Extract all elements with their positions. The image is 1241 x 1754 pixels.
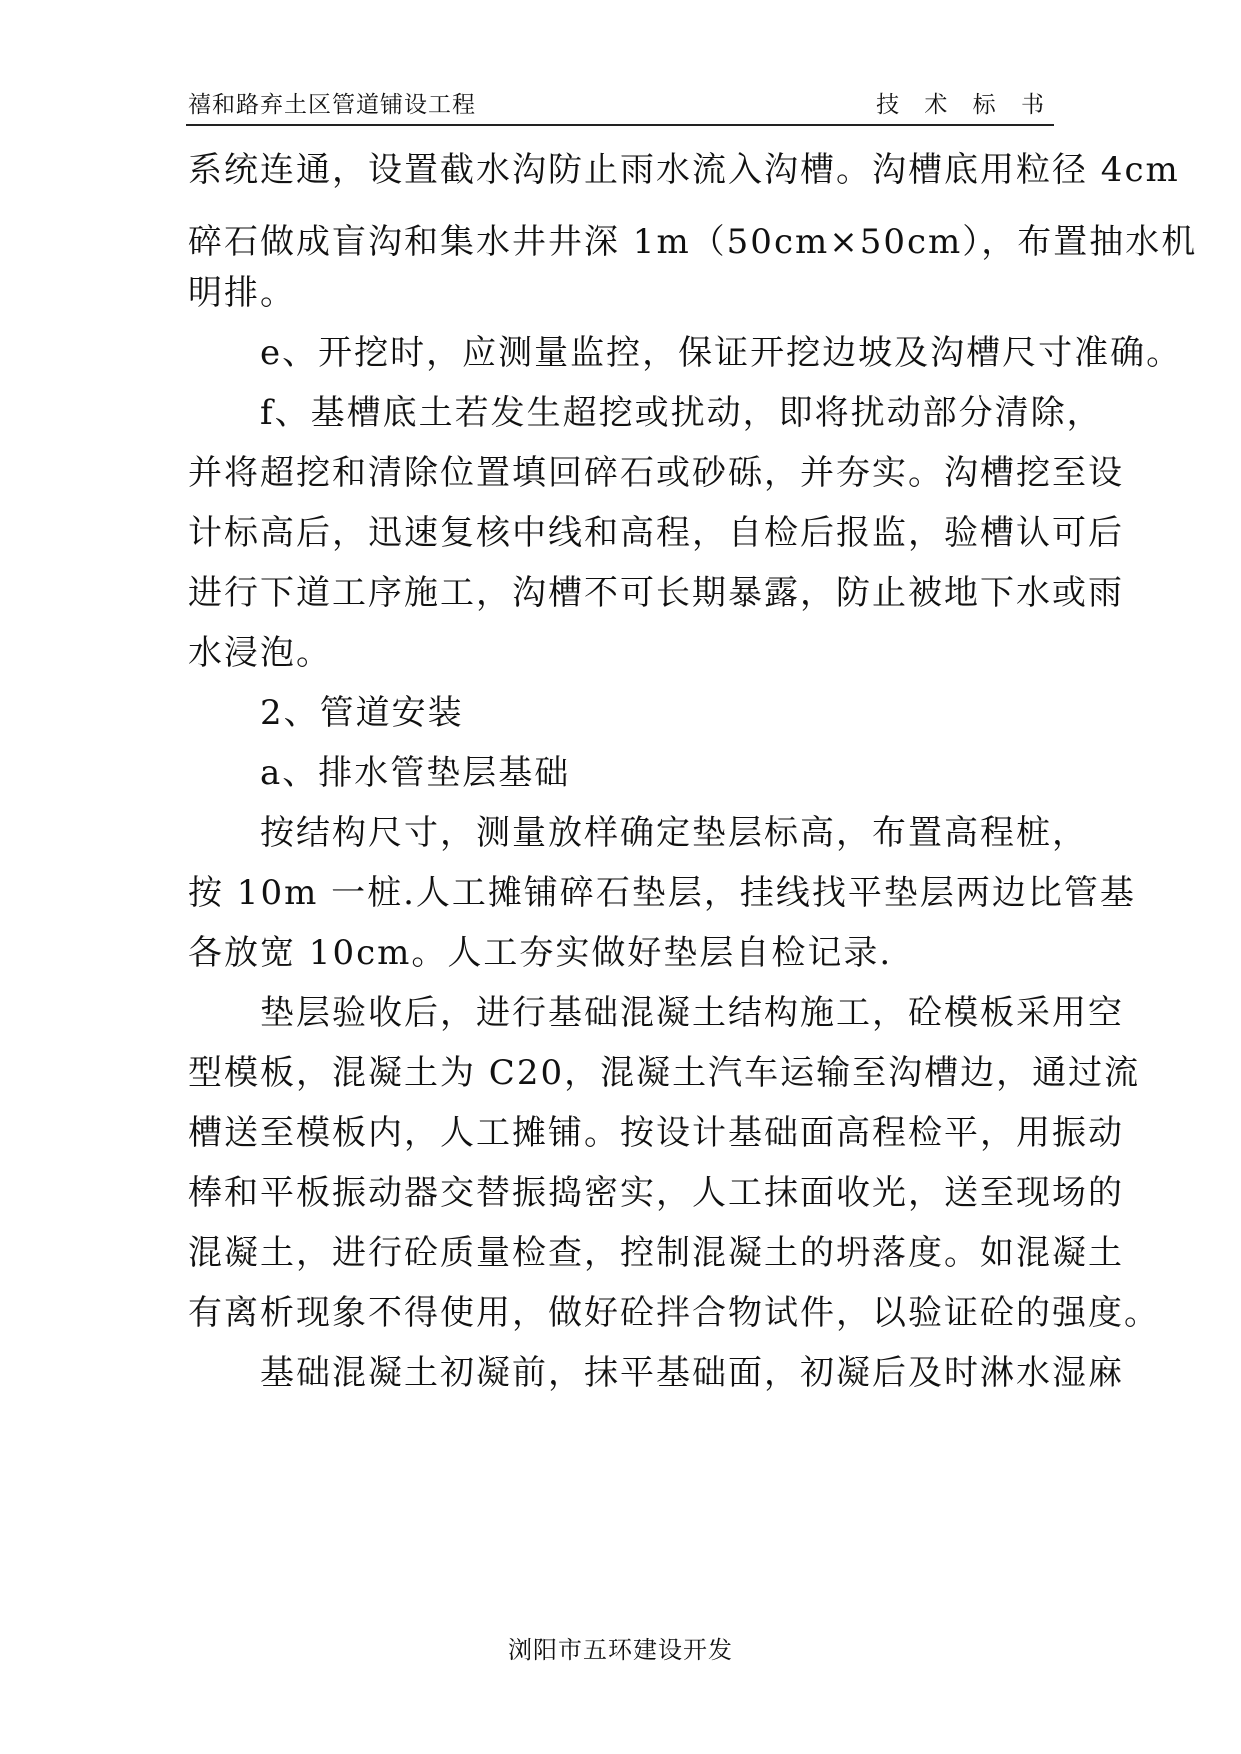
body-line: 系统连通，设置截水沟防止雨水流入沟槽。沟槽底用粒径 4cm xyxy=(188,150,1180,190)
body-line: e、开挖时，应测量监控，保证开挖边坡及沟槽尺寸准确。 xyxy=(260,333,1183,373)
body-line: 水浸泡。 xyxy=(188,633,332,673)
footer-company: 浏阳市五环建设开发 xyxy=(508,1636,733,1664)
body-line: 按结构尺寸，测量放样确定垫层标高，布置高程桩， xyxy=(260,813,1088,853)
body-line: 碎石做成盲沟和集水井井深 1m（50cm×50cm），布置抽水机 xyxy=(188,222,1198,262)
body-line: 基础混凝土初凝前，抹平基础面，初凝后及时淋水湿麻 xyxy=(260,1353,1124,1393)
body-line: 按 10m 一桩.人工摊铺碎石垫层，挂线找平垫层两边比管基 xyxy=(188,873,1136,913)
body-line: 并将超挖和清除位置填回碎石或砂砾，并夯实。沟槽挖至设 xyxy=(188,453,1124,493)
section-heading: 2、管道安装 xyxy=(260,693,464,733)
body-line: 各放宽 10cm。人工夯实做好垫层自检记录. xyxy=(188,933,893,973)
body-line: 垫层验收后，进行基础混凝土结构施工，砼模板采用空 xyxy=(260,993,1124,1033)
body-line: 混凝土，进行砼质量检查，控制混凝土的坍落度。如混凝土 xyxy=(188,1233,1124,1273)
body-line: 有离析现象不得使用，做好砼拌合物试件，以验证砼的强度。 xyxy=(188,1293,1160,1333)
body-line: 棒和平板振动器交替振捣密实，人工抹面收光，送至现场的 xyxy=(188,1173,1124,1213)
body-line: 明排。 xyxy=(188,273,296,313)
body-line: 槽送至模板内，人工摊铺。按设计基础面高程检平，用振动 xyxy=(188,1113,1124,1153)
subsection-heading: a、排水管垫层基础 xyxy=(260,753,571,793)
header-project-title: 禧和路弃土区管道铺设工程 xyxy=(188,92,476,118)
header-divider xyxy=(186,124,1054,126)
header-doc-type: 技 术 标 书 xyxy=(876,92,1053,118)
body-line: 型模板，混凝土为 C20，混凝土汽车运输至沟槽边，通过流 xyxy=(188,1053,1141,1093)
body-line: f、基槽底土若发生超挖或扰动，即将扰动部分清除， xyxy=(260,393,1103,433)
body-line: 计标高后，迅速复核中线和高程，自检后报监，验槽认可后 xyxy=(188,513,1124,553)
body-line: 进行下道工序施工，沟槽不可长期暴露，防止被地下水或雨 xyxy=(188,573,1124,613)
